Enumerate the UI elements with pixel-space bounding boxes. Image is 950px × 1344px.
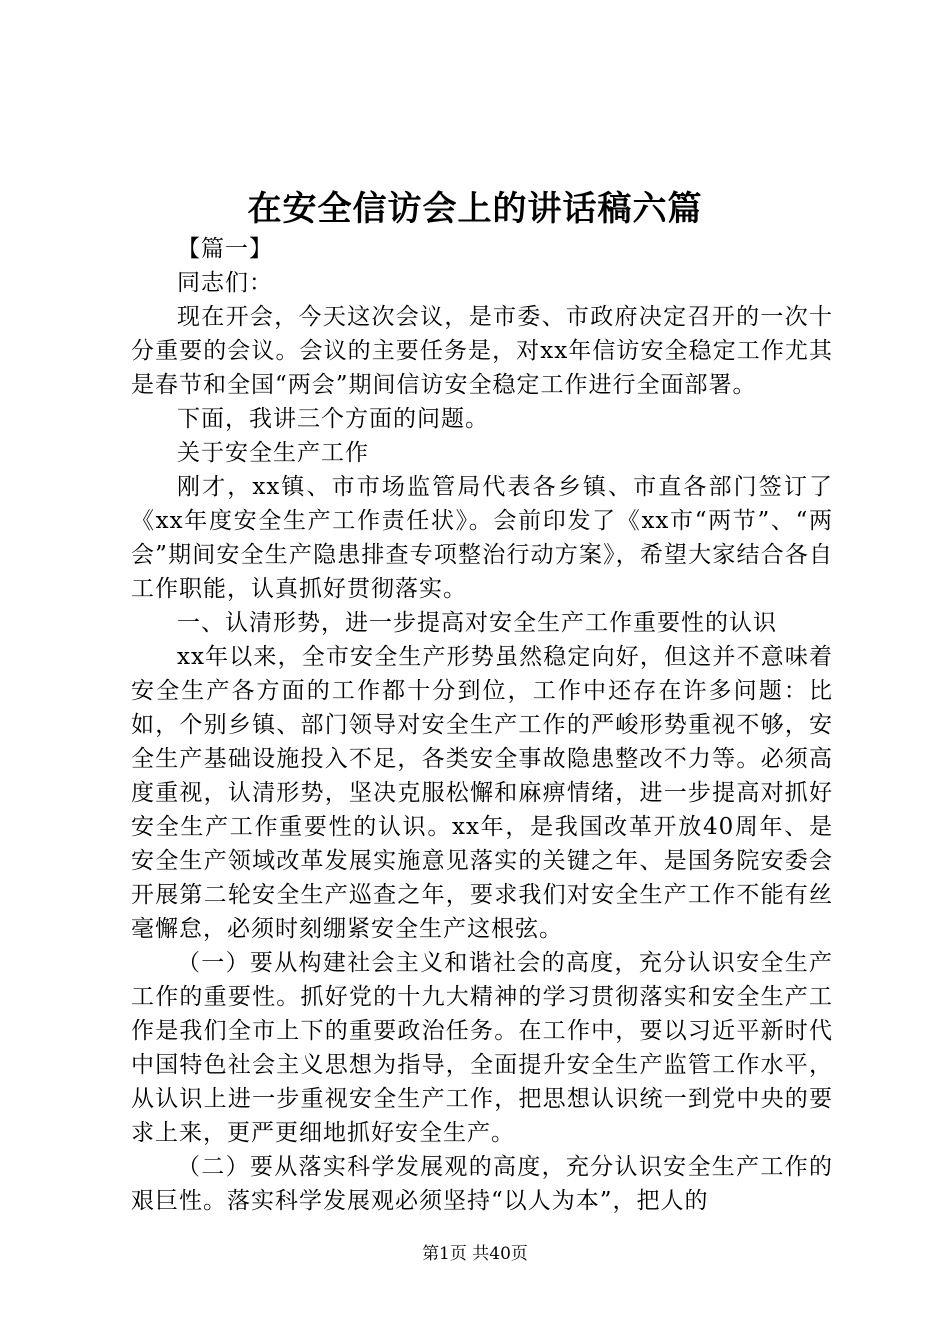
paragraph: （二）要从落实科学发展观的高度，充分认识安全生产工作的艰巨性。落实科学发展观必须坚持“以人为本”，把人的 (131, 1154, 833, 1214)
page-footer: 第1页 共40页 (422, 1244, 528, 1264)
document-body (131, 232, 833, 1218)
subheading: 一、认清形势，进一步提高对安全生产工作重要性的认识 (177, 610, 777, 636)
paragraph: 现在开会，今天这次会议，是市委、市政府决定召开的一次十分重要的会议。会议的主要任务是，对xx年信访安全稳定工作尤其是春节和全国“两会”期间信访安全稳定工作进行全面部署。 (131, 304, 833, 398)
paragraph: 下面，我讲三个方面的问题。 (177, 406, 489, 432)
subheading: 关于安全生产工作 (177, 440, 369, 466)
paragraph: xx年以来，全市安全生产形势虽然稳定向好，但这并不意味着安全生产各方面的工作都十分到位，工作中还存在许多问题：比如，个别乡镇、部门领导对安全生产工作的严峻形势重视不够，安全生产基础设施投入不足，各类安全事故隐患整改不力等。必须高度重视，认清形势，坚决克服松懈和麻痹情绪，进一步提高对抓好安全生产工作重要性的认识。xx年，是我国改革开放40周年、是安全生产领域改革发展实施意见落实的关键之年、是国务院安委会开展第二轮安全生产巡查之年，要求我们对安全生产工作不能有丝毫懈怠，必须时刻绷紧安全生产这根弦。 (131, 644, 833, 942)
paragraph: （一）要从构建社会主义和谐社会的高度，充分认识安全生产工作的重要性。抓好党的十九大精神的学习贯彻落实和安全生产工作是我们全市上下的重要政治任务。在工作中，要以习近平新时代中国特色社会主义思想为指导，全面提升安全生产监管工作水平，从认识上进一步重视安全生产工作，把思想认识统一到党中央的要求上来，更严更细地抓好安全生产。 (131, 950, 833, 1146)
section-heading: 【篇一】 (177, 236, 273, 262)
document-title: 在安全信访会上的讲话稿六篇 (247, 189, 703, 229)
paragraph: 刚才，xx镇、市市场监管局代表各乡镇、市直各部门签订了《xx年度安全生产工作责任状》。会前印发了《xx市“两节”、“两会”期间安全生产隐患排查专项整治行动方案》，希望大家结合各自工作职能，认真抓好贯彻落实。 (131, 474, 833, 602)
salutation: 同志们： (177, 270, 273, 296)
